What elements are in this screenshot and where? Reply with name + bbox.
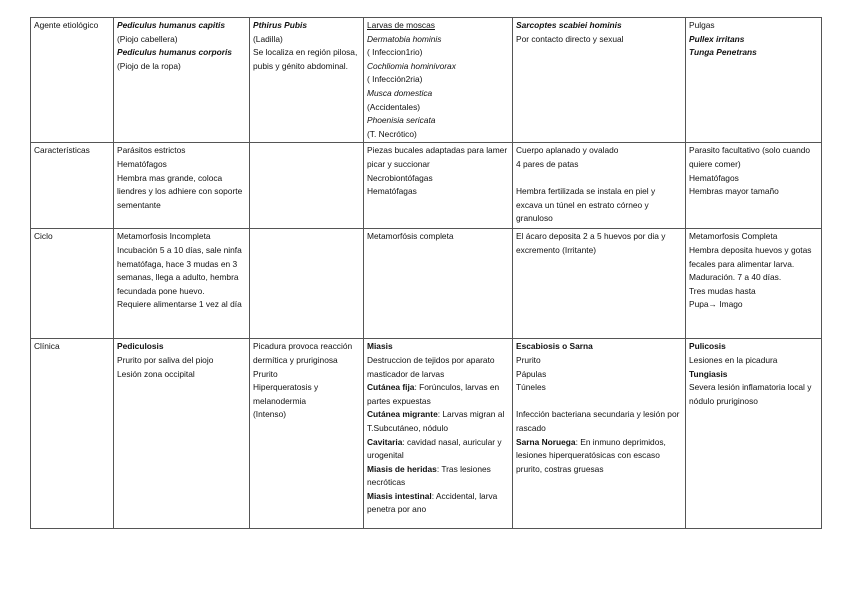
cell-larvas-ciclo: Metamorfósis completa <box>364 229 513 339</box>
cell-pediculus-clinica: Pediculosis Prurito por saliva del piojo Lesión zona occipital <box>114 339 250 529</box>
cell-pulgas-carac: Parasito facultativo (solo cuando quiere comer) Hematófagos Hembras mayor tamaño <box>686 143 822 229</box>
cell-pthirus-carac <box>250 143 364 229</box>
row-label-ciclo: Ciclo <box>31 229 114 339</box>
cell-sarcoptes-carac: Cuerpo aplanado y ovalado 4 pares de patas Hembra fertilizada se instala en piel y excava un túnel en estrato córneo y granuloso <box>513 143 686 229</box>
row-label-agent: Agente etiológico <box>31 18 114 143</box>
cell-sarcoptes-agent: Sarcoptes scabiei hominis Por contacto directo y sexual <box>513 18 686 143</box>
cell-pulgas-clinica: Pulicosis Lesiones en la picadura Tungiasis Severa lesión inflamatoria local y nódulo pruriginoso <box>686 339 822 529</box>
cell-pulgas-agent: Pulgas Pullex irritans Tunga Penetrans <box>686 18 822 143</box>
table-row <box>31 143 822 229</box>
cell-pthirus-clinica: Picadura provoca reacción dermítica y pruriginosa Prurito Hiperqueratosis y melanodermia (Intenso) <box>250 339 364 529</box>
cell-pulgas-ciclo: Metamorfosis Completa Hembra deposita huevos y gotas fecales para alimentar larva. Maduración. 7 a 40 días. Tres mudas hasta Pupa→ Imago <box>686 229 822 339</box>
cell-larvas-carac: Piezas bucales adaptadas para lamer picar y succionar Necrobiontófagas Hematófagas <box>364 143 513 229</box>
parasites-table <box>30 17 822 529</box>
cell-pediculus-agent: Pediculus humanus capitis (Piojo cabellera) Pediculus humanus corporis (Piojo de la ropa) <box>114 18 250 143</box>
cell-sarcoptes-ciclo: El ácaro deposita 2 a 5 huevos por dia y excremento (Irritante) <box>513 229 686 339</box>
table-row <box>31 339 822 529</box>
cell-sarcoptes-clinica: Escabiosis o Sarna Prurito Pápulas Túneles Infección bacteriana secundaria y lesión por rascado Sarna Noruega: En inmuno deprimidos, lesiones hiperqueratósicas con escaso prurito, costras gruesas <box>513 339 686 529</box>
row-label-clinica: Clínica <box>31 339 114 529</box>
cell-larvas-clinica: Miasis Destruccion de tejidos por aparato masticador de larvas Cutánea fija: Forúnculos, larvas en partes expuestas Cutánea migrante: Larvas migran al T.Subcutáneo, nódulo Cavitaria: cavidad nasal, auricular y urogenital Miasis de heridas: Tras lesiones necróticas Miasis intestinal: Accidental, larva penetra por ano <box>364 339 513 529</box>
table-row <box>31 229 822 339</box>
cell-pthirus-agent: Pthirus Pubis (Ladilla) Se localiza en región pilosa, pubis y génito abdominal. <box>250 18 364 143</box>
table-row <box>31 18 822 143</box>
cell-larvas-agent: Larvas de moscas Dermatobia hominis ( Infeccion1rio) Cochliomia hominivorax ( Infección2ria) Musca domestica (Accidentales) Phoenisia sericata (T. Necrótico) <box>364 18 513 143</box>
cell-pthirus-ciclo <box>250 229 364 339</box>
row-label-caracteristicas: Características <box>31 143 114 229</box>
cell-pediculus-carac: Parásitos estrictos Hematófagos Hembra mas grande, coloca liendres y los adhiere con soporte sementante <box>114 143 250 229</box>
cell-pediculus-ciclo: Metamorfosis Incompleta Incubación 5 a 10 días, sale ninfa hematófaga, hace 3 mudas en 3 semanas, llega a adulto, hembra fecundada pone huevo. Requiere alimentarse 1 vez al día <box>114 229 250 339</box>
